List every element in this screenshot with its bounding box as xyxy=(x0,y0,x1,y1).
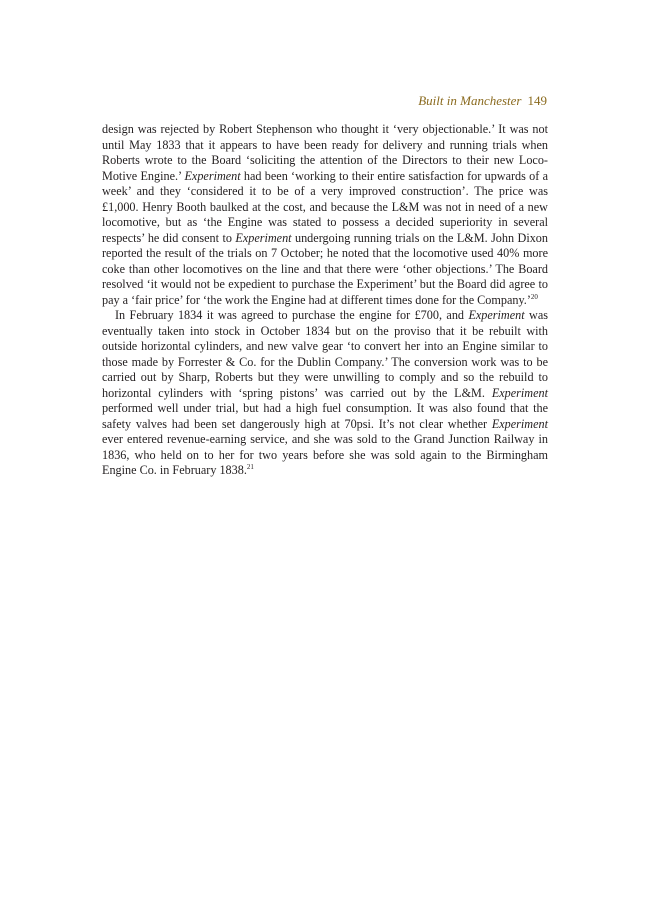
body-text xyxy=(102,122,548,479)
paragraph-2-text-3: performed well under trial, but had a high fuel consumption. It was also found that the safety valves had been set dangerously high at 70psi. It’s not clear whether xyxy=(102,401,548,431)
paragraph-2-italic-2: Experiment xyxy=(491,385,548,400)
footnote-ref-20: 20 xyxy=(530,292,538,301)
paragraph-2 xyxy=(102,308,548,479)
running-head-title: Built in Manchester xyxy=(418,93,522,108)
paragraph-2-text-1: In February 1834 it was agreed to purchase the engine for £700, and xyxy=(115,308,469,322)
page-number: 149 xyxy=(527,93,547,108)
paragraph-2-text-4: ever entered revenue-earning service, and she was sold to the Grand Junction Railway in 1836, who held on to her for two years before she was sold again to the Birmingham Engine Co. in February 1838. xyxy=(102,432,548,477)
paragraph-1-text-3: undergoing running trials on the L&M. John Dixon reported the result of the trials on 7 October; he noted that the locomotive used 40% more coke than other locomotives on the line and that there were ‘other objections.’ The Board resolved ‘it would not be expedient to purchase the Experiment’ but the Board did agree to pay a ‘fair price’ for ‘the work the Engine had at different times done for the Company.’ xyxy=(102,230,548,307)
paragraph-2-text-2: was eventually taken into stock in October 1834 but on the proviso that it be rebuilt with outside horizontal cylinders, and new valve gear ‘to convert her into an Engine similar to those made by Forrester & Co. for the Dublin Company.’ The conversion work was to be carried out by Sharp, Roberts but they were unwilling to comply and so the rebuild to horizontal cylinders with ‘spring pistons’ was carried out by the L&M. xyxy=(102,308,548,400)
paragraph-2-italic-1: Experiment xyxy=(468,308,525,322)
paragraph-1-text-1: design was rejected by Robert Stephenson who thought it ‘very objectionable.’ It was not until May 1833 that it appears to have been ready for delivery and running trials when Roberts wrote to the Board ‘soliciting the attention of the Directors to their new Loco-Motive Engine.’ xyxy=(102,122,548,183)
paragraph-2-italic-3: Experiment xyxy=(491,416,548,431)
running-head xyxy=(418,93,547,109)
paragraph-1-text-2: had been ‘working to their entire satisfaction for upwards of a week’ and they ‘considered it to be of a very improved construction’. The price was £1,000. Henry Booth baulked at the cost, and because the L&M was not in need of a new locomotive, but as ‘the Engine was stated to possess a decided superiority in several respects’ he did consent to xyxy=(102,168,548,245)
paragraph-1-italic-2: Experiment xyxy=(235,230,292,245)
footnote-ref-21: 21 xyxy=(246,462,254,471)
paragraph-1 xyxy=(102,122,548,308)
paragraph-1-italic-1: Experiment xyxy=(184,168,241,183)
